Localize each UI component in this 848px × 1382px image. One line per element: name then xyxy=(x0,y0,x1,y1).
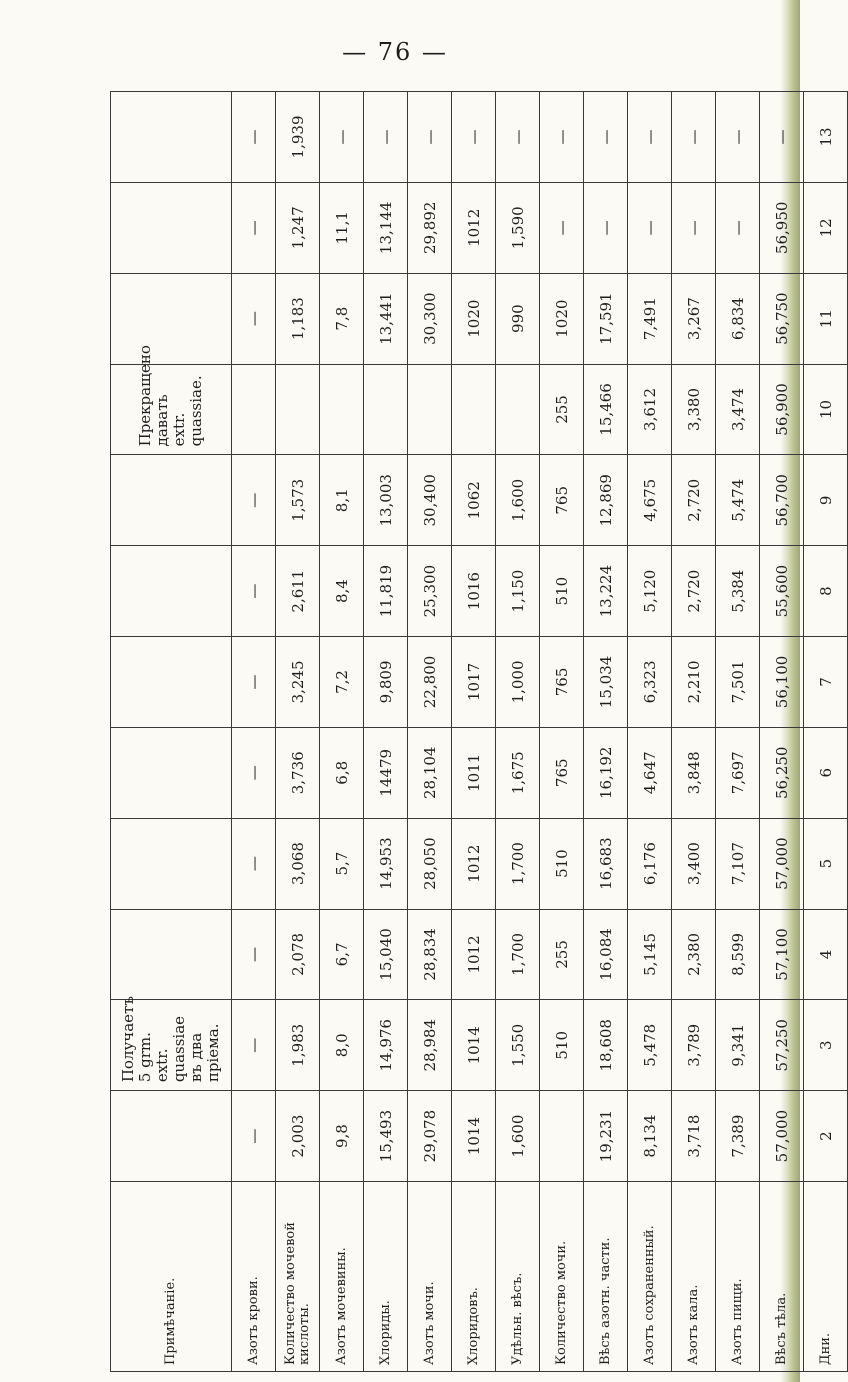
table-cell: 7,2 xyxy=(320,637,364,728)
table-cell: 1014 xyxy=(452,1000,496,1091)
table-cell: 57,100 xyxy=(760,909,804,1000)
table-cell: 7,697 xyxy=(716,727,760,818)
table-cell: 3,736 xyxy=(276,727,320,818)
table-cell: 16,683 xyxy=(584,818,628,909)
field-row-remarks xyxy=(111,92,232,1372)
table-cell: 29,892 xyxy=(408,182,452,273)
table-cell: 56,750 xyxy=(760,273,804,364)
table-cell: 14,953 xyxy=(364,818,408,909)
table-cell: 7,8 xyxy=(320,273,364,364)
table-cell: 1,183 xyxy=(276,273,320,364)
table-cell: 4,647 xyxy=(628,727,672,818)
field-row-day xyxy=(804,92,848,1372)
table-cell: 30,300 xyxy=(408,273,452,364)
table-cell: 255 xyxy=(540,909,584,1000)
table-cell: 1017 xyxy=(452,637,496,728)
column-header: Азотъ мочи. xyxy=(408,1182,452,1372)
table-cell: 4 xyxy=(804,909,848,1000)
table-cell: 5,478 xyxy=(628,1000,672,1091)
table-cell: 14,976 xyxy=(364,1000,408,1091)
table-cell xyxy=(540,1091,584,1182)
column-header: Удѣльн. вѣсъ. xyxy=(496,1182,540,1372)
table-cell: — xyxy=(232,727,276,818)
remark-cell xyxy=(111,637,232,728)
table-cell: — xyxy=(760,92,804,183)
table-cell: 15,493 xyxy=(364,1091,408,1182)
table-cell: — xyxy=(540,182,584,273)
table-cell: 1012 xyxy=(452,818,496,909)
table-cell: 1,700 xyxy=(496,818,540,909)
table-cell: — xyxy=(364,92,408,183)
table-cell: 56,700 xyxy=(760,455,804,546)
table-cell: 22,800 xyxy=(408,637,452,728)
table-cell: 15,466 xyxy=(584,364,628,455)
table-cell xyxy=(408,364,452,455)
table-cell: 15,040 xyxy=(364,909,408,1000)
table-cell: 8,599 xyxy=(716,909,760,1000)
table-cell: 7,501 xyxy=(716,637,760,728)
column-header: Хлориды. xyxy=(364,1182,408,1372)
data-table-frame xyxy=(110,92,835,1382)
table-cell: 28,050 xyxy=(408,818,452,909)
table-cell: 8,0 xyxy=(320,1000,364,1091)
table-cell: 13,224 xyxy=(584,546,628,637)
table-cell: 990 xyxy=(496,273,540,364)
table-cell: — xyxy=(232,637,276,728)
table-cell: 2,720 xyxy=(672,546,716,637)
table-cell: 10 xyxy=(804,364,848,455)
table-cell: 3,718 xyxy=(672,1091,716,1182)
table-cell: — xyxy=(716,182,760,273)
table-cell: 11,1 xyxy=(320,182,364,273)
table-cell: 2,611 xyxy=(276,546,320,637)
table-cell: 6,8 xyxy=(320,727,364,818)
table-cell xyxy=(452,364,496,455)
column-header: Азотъ крови. xyxy=(232,1182,276,1372)
table-cell: — xyxy=(320,92,364,183)
table-cell: — xyxy=(232,546,276,637)
table-cell: 2,003 xyxy=(276,1091,320,1182)
table-cell: — xyxy=(232,909,276,1000)
table-cell: 1,600 xyxy=(496,455,540,546)
table-cell: 8,134 xyxy=(628,1091,672,1182)
table-cell: 13,441 xyxy=(364,273,408,364)
table-cell: 13,003 xyxy=(364,455,408,546)
table-cell: 1,000 xyxy=(496,637,540,728)
table-cell: 765 xyxy=(540,727,584,818)
table-cell: 4,675 xyxy=(628,455,672,546)
table-cell: 2,380 xyxy=(672,909,716,1000)
field-row-phosphorus xyxy=(364,92,408,1372)
table-cell: 13,144 xyxy=(364,182,408,273)
table-cell: 30,400 xyxy=(408,455,452,546)
column-header: Вѣсъ азотн. части. xyxy=(584,1182,628,1372)
remark-cell xyxy=(111,818,232,909)
table-cell: 1016 xyxy=(452,546,496,637)
table-cell: — xyxy=(452,92,496,183)
field-row-kali xyxy=(276,92,320,1372)
table-cell: 6 xyxy=(804,727,848,818)
table-cell: 11 xyxy=(804,273,848,364)
table-cell: 7,389 xyxy=(716,1091,760,1182)
table-cell: 15,034 xyxy=(584,637,628,728)
table-cell: 19,231 xyxy=(584,1091,628,1182)
table-cell: 510 xyxy=(540,546,584,637)
column-header: Вѣсъ тѣла. xyxy=(760,1182,804,1372)
field-row-urine-qty xyxy=(540,92,584,1372)
table-cell: — xyxy=(408,92,452,183)
table-cell: 16,192 xyxy=(584,727,628,818)
table-cell: 25,300 xyxy=(408,546,452,637)
table-cell: 56,950 xyxy=(760,182,804,273)
table-cell: 6,834 xyxy=(716,273,760,364)
table-cell: 5 xyxy=(804,818,848,909)
table-cell: 765 xyxy=(540,637,584,728)
table-cell: 3,267 xyxy=(672,273,716,364)
table-cell: 13 xyxy=(804,92,848,183)
table-cell: 1,675 xyxy=(496,727,540,818)
column-header: Азотъ сохраненный. xyxy=(628,1182,672,1372)
column-header: Количество мочевой кислоты. xyxy=(276,1182,320,1372)
field-row-sp-gr xyxy=(496,92,540,1372)
table-cell xyxy=(276,364,320,455)
table-cell: 3,400 xyxy=(672,818,716,909)
field-row-urea-n xyxy=(320,92,364,1372)
field-row-weight xyxy=(760,92,804,1372)
table-cell: — xyxy=(672,182,716,273)
table-cell: 5,7 xyxy=(320,818,364,909)
table-cell: — xyxy=(628,92,672,183)
table-cell: 7,491 xyxy=(628,273,672,364)
table-cell: 5,120 xyxy=(628,546,672,637)
table-cell: 1,939 xyxy=(276,92,320,183)
table-cell: 3 xyxy=(804,1000,848,1091)
table-cell: 1,590 xyxy=(496,182,540,273)
field-row-retained-n xyxy=(584,92,628,1372)
page-number: — 76 — xyxy=(342,38,448,66)
table-cell: 1014 xyxy=(452,1091,496,1182)
table-cell: — xyxy=(584,182,628,273)
table-cell: 8,1 xyxy=(320,455,364,546)
table-cell: — xyxy=(540,92,584,183)
column-header: Примѣчаніе. xyxy=(111,1182,232,1372)
table-cell: 1012 xyxy=(452,909,496,1000)
remark-cell xyxy=(111,273,232,364)
table-cell: 6,323 xyxy=(628,637,672,728)
table-cell xyxy=(364,364,408,455)
table-cell: 765 xyxy=(540,455,584,546)
table-cell: 510 xyxy=(540,818,584,909)
table-cell: 2,078 xyxy=(276,909,320,1000)
table-cell: 12 xyxy=(804,182,848,273)
table-cell: 12,869 xyxy=(584,455,628,546)
remark-cell: Получаетъ 5 grm. extr. quassiae въ два пріема. xyxy=(111,1000,232,1091)
table-cell: 55,600 xyxy=(760,546,804,637)
table-cell: 57,000 xyxy=(760,818,804,909)
table-cell xyxy=(496,364,540,455)
table-cell: 9 xyxy=(804,455,848,546)
table-cell: — xyxy=(716,92,760,183)
column-header: Дни. xyxy=(804,1182,848,1372)
table-cell: 1062 xyxy=(452,455,496,546)
table-cell: 1020 xyxy=(540,273,584,364)
table-cell: 11,819 xyxy=(364,546,408,637)
table-cell: 3,474 xyxy=(716,364,760,455)
table-cell: 255 xyxy=(540,364,584,455)
table-cell: 6,176 xyxy=(628,818,672,909)
table-cell: 1,573 xyxy=(276,455,320,546)
table-cell: — xyxy=(232,818,276,909)
table-cell: 2 xyxy=(804,1091,848,1182)
table-cell: — xyxy=(232,455,276,546)
table-cell: 3,612 xyxy=(628,364,672,455)
table-cell: 1,600 xyxy=(496,1091,540,1182)
table-cell: 3,380 xyxy=(672,364,716,455)
table-cell: 18,608 xyxy=(584,1000,628,1091)
field-row-chlorides xyxy=(452,92,496,1372)
table-cell: 9,341 xyxy=(716,1000,760,1091)
table-cell: 14479 xyxy=(364,727,408,818)
table-cell: 1011 xyxy=(452,727,496,818)
table-cell: 28,834 xyxy=(408,909,452,1000)
table-cell: — xyxy=(232,182,276,273)
table-cell: 57,250 xyxy=(760,1000,804,1091)
table-cell: 56,250 xyxy=(760,727,804,818)
table-cell: 1020 xyxy=(452,273,496,364)
remark-cell xyxy=(111,909,232,1000)
table-cell xyxy=(320,364,364,455)
table-cell xyxy=(232,364,276,455)
field-row-uric xyxy=(232,92,276,1372)
table-cell: 9,809 xyxy=(364,637,408,728)
table-cell: 56,100 xyxy=(760,637,804,728)
table-cell: — xyxy=(232,273,276,364)
field-row-urine-n xyxy=(408,92,452,1372)
table-cell: — xyxy=(628,182,672,273)
table-cell: 28,984 xyxy=(408,1000,452,1091)
column-header: Азотъ мочевины. xyxy=(320,1182,364,1372)
table-cell: 9,8 xyxy=(320,1091,364,1182)
table-cell: — xyxy=(584,92,628,183)
remark-cell xyxy=(111,455,232,546)
table-cell: 1,150 xyxy=(496,546,540,637)
table-cell: — xyxy=(672,92,716,183)
table-cell: 28,104 xyxy=(408,727,452,818)
table-cell: — xyxy=(232,1091,276,1182)
table-cell: 3,848 xyxy=(672,727,716,818)
table-cell: 3,245 xyxy=(276,637,320,728)
table-cell: 6,7 xyxy=(320,909,364,1000)
remark-cell xyxy=(111,182,232,273)
table-cell: 3,068 xyxy=(276,818,320,909)
table-cell: — xyxy=(496,92,540,183)
field-row-food-n xyxy=(716,92,760,1372)
table-cell: 3,789 xyxy=(672,1000,716,1091)
column-header: Азотъ кала. xyxy=(672,1182,716,1372)
table-cell: 8,4 xyxy=(320,546,364,637)
table-cell: 2,210 xyxy=(672,637,716,728)
table-cell: 7,107 xyxy=(716,818,760,909)
table-cell: 2,720 xyxy=(672,455,716,546)
table-cell: 57,000 xyxy=(760,1091,804,1182)
table-cell: 510 xyxy=(540,1000,584,1091)
remark-cell: Прекращено давать extr. quassiae. xyxy=(111,364,232,455)
table-cell: 17,591 xyxy=(584,273,628,364)
table-cell: — xyxy=(232,1000,276,1091)
column-header: Азотъ пищи. xyxy=(716,1182,760,1372)
remark-cell xyxy=(111,1091,232,1182)
remark-cell xyxy=(111,546,232,637)
field-row-resorbed-n xyxy=(628,92,672,1372)
table-cell: 1,983 xyxy=(276,1000,320,1091)
table-cell: 7 xyxy=(804,637,848,728)
remark-cell xyxy=(111,92,232,183)
table-cell: — xyxy=(232,92,276,183)
table-cell: 1,550 xyxy=(496,1000,540,1091)
column-header: Хлоридовъ. xyxy=(452,1182,496,1372)
data-table xyxy=(110,91,848,1372)
table-cell: 1012 xyxy=(452,182,496,273)
table-cell: 29,078 xyxy=(408,1091,452,1182)
table-cell: 1,700 xyxy=(496,909,540,1000)
column-header: Количество мочи. xyxy=(540,1182,584,1372)
table-cell: 5,474 xyxy=(716,455,760,546)
table-cell: 56,900 xyxy=(760,364,804,455)
table-cell: 16,084 xyxy=(584,909,628,1000)
table-cell: 5,145 xyxy=(628,909,672,1000)
table-cell: 8 xyxy=(804,546,848,637)
table-cell: 1,247 xyxy=(276,182,320,273)
table-cell: 5,384 xyxy=(716,546,760,637)
remark-cell xyxy=(111,727,232,818)
field-row-feces-n xyxy=(672,92,716,1372)
